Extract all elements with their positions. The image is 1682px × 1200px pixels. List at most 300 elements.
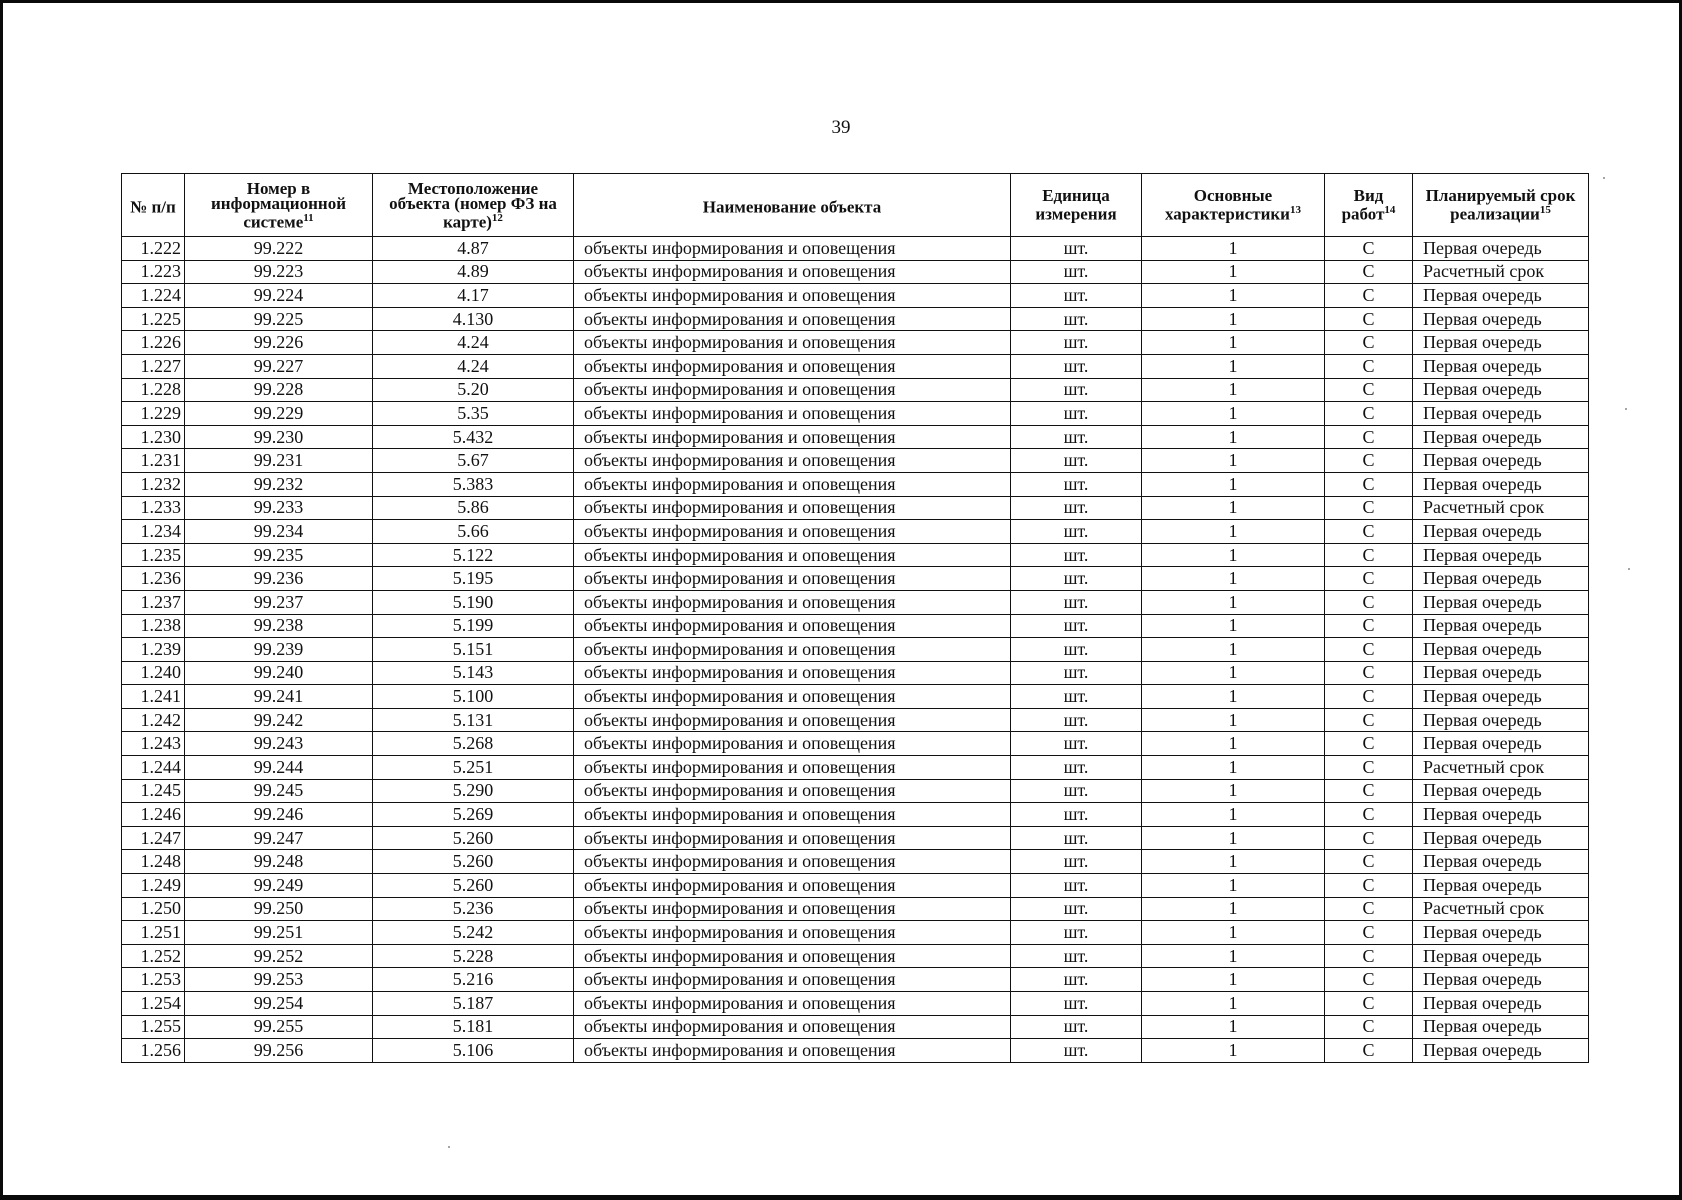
cell-object-name: объекты информирования и оповещения xyxy=(574,378,1011,402)
cell-planned-term: Первая очередь xyxy=(1413,732,1589,756)
cell-number: 1.243 xyxy=(122,732,185,756)
cell-number: 1.251 xyxy=(122,921,185,945)
cell-system-id: 99.225 xyxy=(185,307,373,331)
table-row xyxy=(122,968,1589,992)
cell-unit: шт. xyxy=(1011,992,1142,1016)
table-row xyxy=(122,567,1589,591)
cell-planned-term: Первая очередь xyxy=(1413,826,1589,850)
cell-unit: шт. xyxy=(1011,1015,1142,1039)
cell-work-type: С xyxy=(1325,614,1413,638)
cell-characteristics: 1 xyxy=(1142,590,1325,614)
cell-planned-term: Первая очередь xyxy=(1413,803,1589,827)
cell-object-name: объекты информирования и оповещения xyxy=(574,803,1011,827)
cell-object-name: объекты информирования и оповещения xyxy=(574,638,1011,662)
cell-unit: шт. xyxy=(1011,496,1142,520)
cell-work-type: С xyxy=(1325,567,1413,591)
cell-characteristics: 1 xyxy=(1142,1039,1325,1063)
cell-number: 1.241 xyxy=(122,685,185,709)
cell-number: 1.239 xyxy=(122,638,185,662)
table-row xyxy=(122,756,1589,780)
cell-number: 1.224 xyxy=(122,284,185,308)
cell-characteristics: 1 xyxy=(1142,472,1325,496)
cell-object-name: объекты информирования и оповещения xyxy=(574,284,1011,308)
cell-characteristics: 1 xyxy=(1142,850,1325,874)
cell-work-type: С xyxy=(1325,307,1413,331)
cell-work-type: С xyxy=(1325,260,1413,284)
header-planned-term: Планируемый срок реализации$^{15}$ xyxy=(1413,174,1589,237)
cell-work-type: С xyxy=(1325,779,1413,803)
cell-work-type: С xyxy=(1325,826,1413,850)
cell-characteristics: 1 xyxy=(1142,307,1325,331)
cell-work-type: С xyxy=(1325,1015,1413,1039)
cell-number: 1.227 xyxy=(122,354,185,378)
cell-object-name: объекты информирования и оповещения xyxy=(574,543,1011,567)
cell-system-id: 99.246 xyxy=(185,803,373,827)
cell-system-id: 99.252 xyxy=(185,944,373,968)
cell-unit: шт. xyxy=(1011,590,1142,614)
cell-unit: шт. xyxy=(1011,826,1142,850)
cell-planned-term: Первая очередь xyxy=(1413,331,1589,355)
cell-location: 5.106 xyxy=(373,1039,574,1063)
header-object-name: Наименование объекта xyxy=(574,174,1011,237)
cell-location: 5.432 xyxy=(373,425,574,449)
table-row xyxy=(122,237,1589,261)
cell-location: 5.290 xyxy=(373,779,574,803)
cell-system-id: 99.228 xyxy=(185,378,373,402)
cell-unit: шт. xyxy=(1011,897,1142,921)
header-unit: Единица измерения xyxy=(1011,174,1142,237)
cell-work-type: С xyxy=(1325,897,1413,921)
cell-work-type: С xyxy=(1325,874,1413,898)
cell-object-name: объекты информирования и оповещения xyxy=(574,1039,1011,1063)
cell-characteristics: 1 xyxy=(1142,944,1325,968)
cell-object-name: объекты информирования и оповещения xyxy=(574,968,1011,992)
cell-location: 5.151 xyxy=(373,638,574,662)
cell-system-id: 99.245 xyxy=(185,779,373,803)
cell-unit: шт. xyxy=(1011,378,1142,402)
cell-planned-term: Первая очередь xyxy=(1413,284,1589,308)
cell-number: 1.250 xyxy=(122,897,185,921)
cell-object-name: объекты информирования и оповещения xyxy=(574,614,1011,638)
cell-object-name: объекты информирования и оповещения xyxy=(574,567,1011,591)
cell-number: 1.253 xyxy=(122,968,185,992)
cell-planned-term: Расчетный срок xyxy=(1413,260,1589,284)
table-row xyxy=(122,779,1589,803)
table-row xyxy=(122,520,1589,544)
cell-number: 1.235 xyxy=(122,543,185,567)
cell-characteristics: 1 xyxy=(1142,968,1325,992)
cell-object-name: объекты информирования и оповещения xyxy=(574,237,1011,261)
cell-work-type: С xyxy=(1325,638,1413,662)
cell-number: 1.232 xyxy=(122,472,185,496)
table-row xyxy=(122,661,1589,685)
cell-work-type: С xyxy=(1325,378,1413,402)
cell-planned-term: Первая очередь xyxy=(1413,543,1589,567)
table-row xyxy=(122,874,1589,898)
cell-system-id: 99.230 xyxy=(185,425,373,449)
cell-work-type: С xyxy=(1325,237,1413,261)
table-row xyxy=(122,708,1589,732)
cell-object-name: объекты информирования и оповещения xyxy=(574,921,1011,945)
cell-system-id: 99.240 xyxy=(185,661,373,685)
cell-system-id: 99.241 xyxy=(185,685,373,709)
cell-planned-term: Расчетный срок xyxy=(1413,496,1589,520)
cell-location: 5.195 xyxy=(373,567,574,591)
cell-number: 1.238 xyxy=(122,614,185,638)
cell-object-name: объекты информирования и оповещения xyxy=(574,992,1011,1016)
table-row xyxy=(122,449,1589,473)
cell-location: 4.89 xyxy=(373,260,574,284)
cell-object-name: объекты информирования и оповещения xyxy=(574,520,1011,544)
cell-object-name: объекты информирования и оповещения xyxy=(574,897,1011,921)
cell-work-type: С xyxy=(1325,661,1413,685)
cell-system-id: 99.237 xyxy=(185,590,373,614)
cell-unit: шт. xyxy=(1011,237,1142,261)
cell-location: 5.236 xyxy=(373,897,574,921)
cell-unit: шт. xyxy=(1011,850,1142,874)
page-number: 39 xyxy=(831,117,851,138)
cell-number: 1.246 xyxy=(122,803,185,827)
cell-number: 1.234 xyxy=(122,520,185,544)
cell-characteristics: 1 xyxy=(1142,543,1325,567)
cell-characteristics: 1 xyxy=(1142,992,1325,1016)
cell-characteristics: 1 xyxy=(1142,260,1325,284)
cell-location: 5.131 xyxy=(373,708,574,732)
cell-planned-term: Первая очередь xyxy=(1413,921,1589,945)
cell-unit: шт. xyxy=(1011,944,1142,968)
table-row xyxy=(122,543,1589,567)
cell-location: 5.20 xyxy=(373,378,574,402)
cell-planned-term: Первая очередь xyxy=(1413,779,1589,803)
header-system-id: Номер в информационной системе$^{11}$ xyxy=(185,174,373,237)
cell-location: 5.35 xyxy=(373,402,574,426)
cell-characteristics: 1 xyxy=(1142,732,1325,756)
cell-unit: шт. xyxy=(1011,756,1142,780)
cell-location: 5.66 xyxy=(373,520,574,544)
cell-characteristics: 1 xyxy=(1142,354,1325,378)
cell-unit: шт. xyxy=(1011,307,1142,331)
cell-object-name: объекты информирования и оповещения xyxy=(574,307,1011,331)
cell-system-id: 99.244 xyxy=(185,756,373,780)
cell-planned-term: Первая очередь xyxy=(1413,237,1589,261)
table-row xyxy=(122,944,1589,968)
cell-work-type: С xyxy=(1325,850,1413,874)
cell-planned-term: Первая очередь xyxy=(1413,850,1589,874)
header-characteristics: Основные характеристики$^{13}$ xyxy=(1142,174,1325,237)
cell-location: 5.216 xyxy=(373,968,574,992)
cell-characteristics: 1 xyxy=(1142,685,1325,709)
table-row xyxy=(122,402,1589,426)
cell-system-id: 99.223 xyxy=(185,260,373,284)
cell-number: 1.226 xyxy=(122,331,185,355)
cell-unit: шт. xyxy=(1011,685,1142,709)
table-row xyxy=(122,496,1589,520)
cell-system-id: 99.234 xyxy=(185,520,373,544)
cell-work-type: С xyxy=(1325,331,1413,355)
cell-location: 5.122 xyxy=(373,543,574,567)
cell-work-type: С xyxy=(1325,402,1413,426)
cell-number: 1.233 xyxy=(122,496,185,520)
cell-system-id: 99.251 xyxy=(185,921,373,945)
cell-object-name: объекты информирования и оповещения xyxy=(574,756,1011,780)
cell-work-type: С xyxy=(1325,543,1413,567)
cell-characteristics: 1 xyxy=(1142,897,1325,921)
cell-unit: шт. xyxy=(1011,449,1142,473)
cell-location: 4.24 xyxy=(373,354,574,378)
cell-number: 1.252 xyxy=(122,944,185,968)
cell-characteristics: 1 xyxy=(1142,520,1325,544)
table-row xyxy=(122,331,1589,355)
cell-planned-term: Первая очередь xyxy=(1413,402,1589,426)
cell-number: 1.230 xyxy=(122,425,185,449)
cell-unit: шт. xyxy=(1011,1039,1142,1063)
cell-location: 5.268 xyxy=(373,732,574,756)
cell-location: 5.187 xyxy=(373,992,574,1016)
cell-object-name: объекты информирования и оповещения xyxy=(574,661,1011,685)
cell-number: 1.231 xyxy=(122,449,185,473)
cell-characteristics: 1 xyxy=(1142,661,1325,685)
cell-number: 1.254 xyxy=(122,992,185,1016)
cell-system-id: 99.255 xyxy=(185,1015,373,1039)
cell-work-type: С xyxy=(1325,944,1413,968)
cell-object-name: объекты информирования и оповещения xyxy=(574,425,1011,449)
cell-planned-term: Расчетный срок xyxy=(1413,756,1589,780)
cell-system-id: 99.248 xyxy=(185,850,373,874)
table-row xyxy=(122,614,1589,638)
cell-characteristics: 1 xyxy=(1142,921,1325,945)
cell-characteristics: 1 xyxy=(1142,449,1325,473)
table-row xyxy=(122,897,1589,921)
cell-planned-term: Расчетный срок xyxy=(1413,897,1589,921)
cell-work-type: С xyxy=(1325,685,1413,709)
cell-object-name: объекты информирования и оповещения xyxy=(574,874,1011,898)
scan-speck xyxy=(1625,408,1627,410)
cell-system-id: 99.242 xyxy=(185,708,373,732)
cell-object-name: объекты информирования и оповещения xyxy=(574,1015,1011,1039)
cell-system-id: 99.233 xyxy=(185,496,373,520)
cell-planned-term: Первая очередь xyxy=(1413,425,1589,449)
header-number: № п/п xyxy=(122,174,185,237)
cell-number: 1.223 xyxy=(122,260,185,284)
objects-table xyxy=(121,173,1589,1063)
cell-location: 5.86 xyxy=(373,496,574,520)
cell-location: 5.199 xyxy=(373,614,574,638)
cell-system-id: 99.231 xyxy=(185,449,373,473)
cell-system-id: 99.249 xyxy=(185,874,373,898)
cell-location: 5.260 xyxy=(373,874,574,898)
cell-work-type: С xyxy=(1325,449,1413,473)
table-row xyxy=(122,921,1589,945)
cell-unit: шт. xyxy=(1011,260,1142,284)
cell-number: 1.256 xyxy=(122,1039,185,1063)
scan-speck xyxy=(1628,568,1630,570)
cell-characteristics: 1 xyxy=(1142,378,1325,402)
cell-object-name: объекты информирования и оповещения xyxy=(574,732,1011,756)
cell-object-name: объекты информирования и оповещения xyxy=(574,260,1011,284)
cell-work-type: С xyxy=(1325,992,1413,1016)
cell-location: 5.383 xyxy=(373,472,574,496)
cell-unit: шт. xyxy=(1011,543,1142,567)
cell-number: 1.228 xyxy=(122,378,185,402)
table-row xyxy=(122,354,1589,378)
table-row xyxy=(122,826,1589,850)
cell-number: 1.245 xyxy=(122,779,185,803)
cell-object-name: объекты информирования и оповещения xyxy=(574,354,1011,378)
cell-system-id: 99.224 xyxy=(185,284,373,308)
cell-number: 1.242 xyxy=(122,708,185,732)
cell-object-name: объекты информирования и оповещения xyxy=(574,590,1011,614)
cell-unit: шт. xyxy=(1011,520,1142,544)
cell-characteristics: 1 xyxy=(1142,331,1325,355)
cell-work-type: С xyxy=(1325,708,1413,732)
cell-planned-term: Первая очередь xyxy=(1413,378,1589,402)
cell-system-id: 99.243 xyxy=(185,732,373,756)
cell-location: 5.181 xyxy=(373,1015,574,1039)
cell-object-name: объекты информирования и оповещения xyxy=(574,472,1011,496)
table-row xyxy=(122,638,1589,662)
table-row xyxy=(122,590,1589,614)
cell-location: 5.100 xyxy=(373,685,574,709)
cell-unit: шт. xyxy=(1011,968,1142,992)
table-row xyxy=(122,1039,1589,1063)
cell-location: 5.269 xyxy=(373,803,574,827)
cell-unit: шт. xyxy=(1011,331,1142,355)
cell-characteristics: 1 xyxy=(1142,708,1325,732)
cell-system-id: 99.226 xyxy=(185,331,373,355)
cell-characteristics: 1 xyxy=(1142,826,1325,850)
cell-location: 5.143 xyxy=(373,661,574,685)
cell-object-name: объекты информирования и оповещения xyxy=(574,685,1011,709)
cell-number: 1.255 xyxy=(122,1015,185,1039)
cell-number: 1.249 xyxy=(122,874,185,898)
cell-object-name: объекты информирования и оповещения xyxy=(574,449,1011,473)
table-header-row xyxy=(122,174,1589,237)
cell-object-name: объекты информирования и оповещения xyxy=(574,402,1011,426)
table-row xyxy=(122,284,1589,308)
cell-unit: шт. xyxy=(1011,472,1142,496)
cell-system-id: 99.239 xyxy=(185,638,373,662)
cell-system-id: 99.232 xyxy=(185,472,373,496)
cell-location: 5.67 xyxy=(373,449,574,473)
cell-number: 1.229 xyxy=(122,402,185,426)
cell-work-type: С xyxy=(1325,1039,1413,1063)
cell-unit: шт. xyxy=(1011,354,1142,378)
header-work-type: Вид работ$^{14}$ xyxy=(1325,174,1413,237)
cell-planned-term: Первая очередь xyxy=(1413,614,1589,638)
cell-location: 4.130 xyxy=(373,307,574,331)
cell-work-type: С xyxy=(1325,803,1413,827)
cell-characteristics: 1 xyxy=(1142,874,1325,898)
cell-work-type: С xyxy=(1325,496,1413,520)
cell-location: 5.190 xyxy=(373,590,574,614)
cell-characteristics: 1 xyxy=(1142,614,1325,638)
cell-planned-term: Первая очередь xyxy=(1413,638,1589,662)
cell-unit: шт. xyxy=(1011,708,1142,732)
cell-planned-term: Первая очередь xyxy=(1413,449,1589,473)
cell-planned-term: Первая очередь xyxy=(1413,968,1589,992)
scan-speck xyxy=(1603,177,1605,179)
cell-location: 5.251 xyxy=(373,756,574,780)
cell-characteristics: 1 xyxy=(1142,237,1325,261)
cell-number: 1.237 xyxy=(122,590,185,614)
cell-object-name: объекты информирования и оповещения xyxy=(574,850,1011,874)
cell-work-type: С xyxy=(1325,520,1413,544)
table-body xyxy=(122,237,1589,1063)
table-row xyxy=(122,260,1589,284)
cell-planned-term: Первая очередь xyxy=(1413,472,1589,496)
cell-work-type: С xyxy=(1325,354,1413,378)
cell-location: 5.242 xyxy=(373,921,574,945)
cell-system-id: 99.227 xyxy=(185,354,373,378)
cell-number: 1.225 xyxy=(122,307,185,331)
cell-characteristics: 1 xyxy=(1142,567,1325,591)
cell-planned-term: Первая очередь xyxy=(1413,590,1589,614)
cell-planned-term: Первая очередь xyxy=(1413,661,1589,685)
cell-system-id: 99.236 xyxy=(185,567,373,591)
table-row xyxy=(122,378,1589,402)
cell-work-type: С xyxy=(1325,472,1413,496)
cell-planned-term: Первая очередь xyxy=(1413,1015,1589,1039)
cell-characteristics: 1 xyxy=(1142,425,1325,449)
cell-object-name: объекты информирования и оповещения xyxy=(574,331,1011,355)
cell-number: 1.236 xyxy=(122,567,185,591)
cell-planned-term: Первая очередь xyxy=(1413,944,1589,968)
cell-planned-term: Первая очередь xyxy=(1413,520,1589,544)
cell-unit: шт. xyxy=(1011,732,1142,756)
cell-number: 1.247 xyxy=(122,826,185,850)
cell-planned-term: Первая очередь xyxy=(1413,992,1589,1016)
cell-characteristics: 1 xyxy=(1142,756,1325,780)
table-row xyxy=(122,472,1589,496)
cell-object-name: объекты информирования и оповещения xyxy=(574,779,1011,803)
cell-characteristics: 1 xyxy=(1142,496,1325,520)
cell-object-name: объекты информирования и оповещения xyxy=(574,496,1011,520)
table-row xyxy=(122,732,1589,756)
scan-speck xyxy=(448,1146,450,1148)
cell-characteristics: 1 xyxy=(1142,1015,1325,1039)
cell-location: 5.260 xyxy=(373,850,574,874)
cell-unit: шт. xyxy=(1011,284,1142,308)
cell-characteristics: 1 xyxy=(1142,284,1325,308)
cell-characteristics: 1 xyxy=(1142,803,1325,827)
cell-characteristics: 1 xyxy=(1142,402,1325,426)
cell-unit: шт. xyxy=(1011,803,1142,827)
cell-location: 4.24 xyxy=(373,331,574,355)
cell-work-type: С xyxy=(1325,590,1413,614)
cell-system-id: 99.222 xyxy=(185,237,373,261)
cell-unit: шт. xyxy=(1011,779,1142,803)
cell-system-id: 99.254 xyxy=(185,992,373,1016)
cell-planned-term: Первая очередь xyxy=(1413,307,1589,331)
cell-object-name: объекты информирования и оповещения xyxy=(574,826,1011,850)
cell-system-id: 99.250 xyxy=(185,897,373,921)
table-row xyxy=(122,685,1589,709)
cell-object-name: объекты информирования и оповещения xyxy=(574,944,1011,968)
cell-object-name: объекты информирования и оповещения xyxy=(574,708,1011,732)
cell-location: 5.260 xyxy=(373,826,574,850)
cell-unit: шт. xyxy=(1011,921,1142,945)
cell-location: 4.87 xyxy=(373,237,574,261)
cell-system-id: 99.253 xyxy=(185,968,373,992)
cell-unit: шт. xyxy=(1011,402,1142,426)
cell-location: 4.17 xyxy=(373,284,574,308)
cell-unit: шт. xyxy=(1011,661,1142,685)
table-row xyxy=(122,850,1589,874)
cell-planned-term: Первая очередь xyxy=(1413,354,1589,378)
cell-system-id: 99.235 xyxy=(185,543,373,567)
cell-work-type: С xyxy=(1325,968,1413,992)
cell-system-id: 99.229 xyxy=(185,402,373,426)
